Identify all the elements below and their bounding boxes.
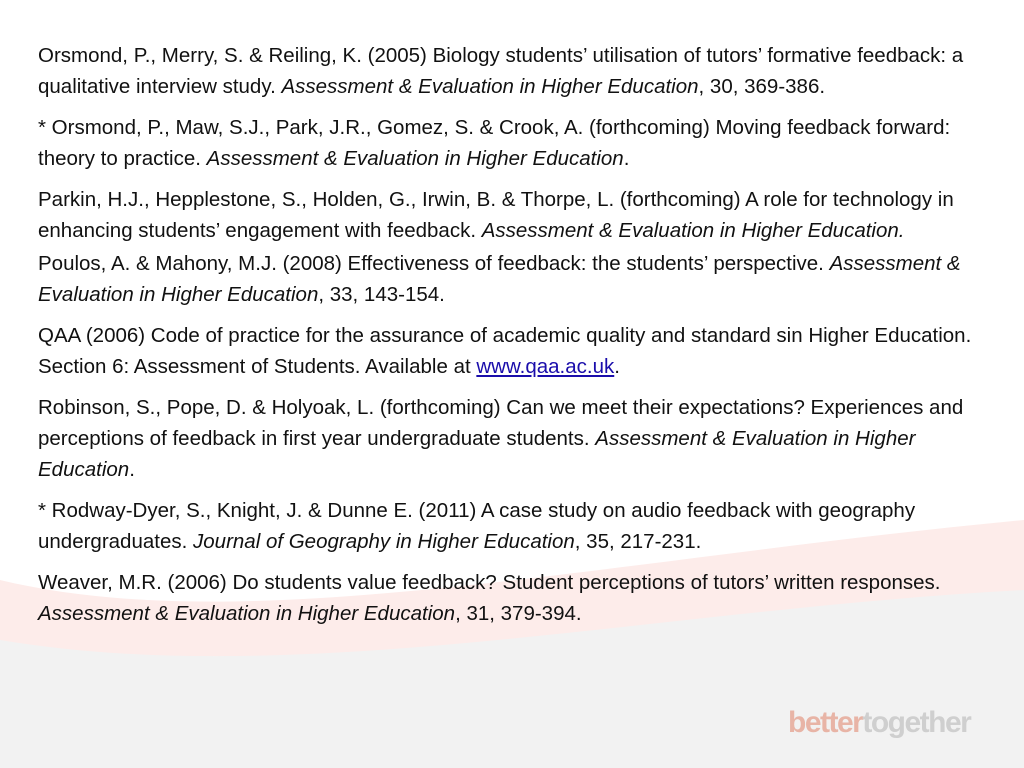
- reference-item: Poulos, A. & Mahony, M.J. (2008) Effectiveness of feedback: the students’ perspective. Assessment & Evaluation in Higher Education, 33, 143-154.: [38, 252, 961, 306]
- qaa-link[interactable]: www.qaa.ac.uk: [476, 355, 615, 378]
- reference-item: Weaver, M.R. (2006) Do students value feedback? Student perceptions of tutors’ written responses. Assessment & Evaluation in Higher Education, 31, 379-394.: [38, 571, 941, 625]
- reference-item: * Orsmond, P., Maw, S.J., Park, J.R., Gomez, S. & Crook, A. (forthcoming) Moving feedback forward: theory to practice. Assessment & Evaluation in Higher Education.: [38, 116, 951, 170]
- better-together-logo: bettertogether: [788, 706, 971, 739]
- reference-item: * Rodway-Dyer, S., Knight, J. & Dunne E. (2011) A case study on audio feedback with geography undergraduates. Journal of Geography in Higher Education, 35, 217-231.: [38, 499, 916, 553]
- reference-item: Orsmond, P., Merry, S. & Reiling, K. (2005) Biology students’ utilisation of tutors’ formative feedback: a qualitative interview study. Assessment & Evaluation in Higher Education, 30, 369-386.: [38, 44, 964, 98]
- reference-item: Parkin, H.J., Hepplestone, S., Holden, G., Irwin, B. & Thorpe, L. (forthcoming) A role for technology in enhancing students’ engagement with feedback. Assessment & Evaluation in Higher Education.: [38, 188, 954, 242]
- reference-item: QAA (2006) Code of practice for the assurance of academic quality and standard sin Higher Education. Section 6: Assessment of Students. Available at www.qaa.ac.uk.: [38, 324, 972, 378]
- reference-item: Robinson, S., Pope, D. & Holyoak, L. (forthcoming) Can we meet their expectations? Experiences and perceptions of feedback in first year undergraduate students. Assessment & Evaluation in Higher Education.: [38, 396, 964, 481]
- reference-list: [38, 40, 978, 639]
